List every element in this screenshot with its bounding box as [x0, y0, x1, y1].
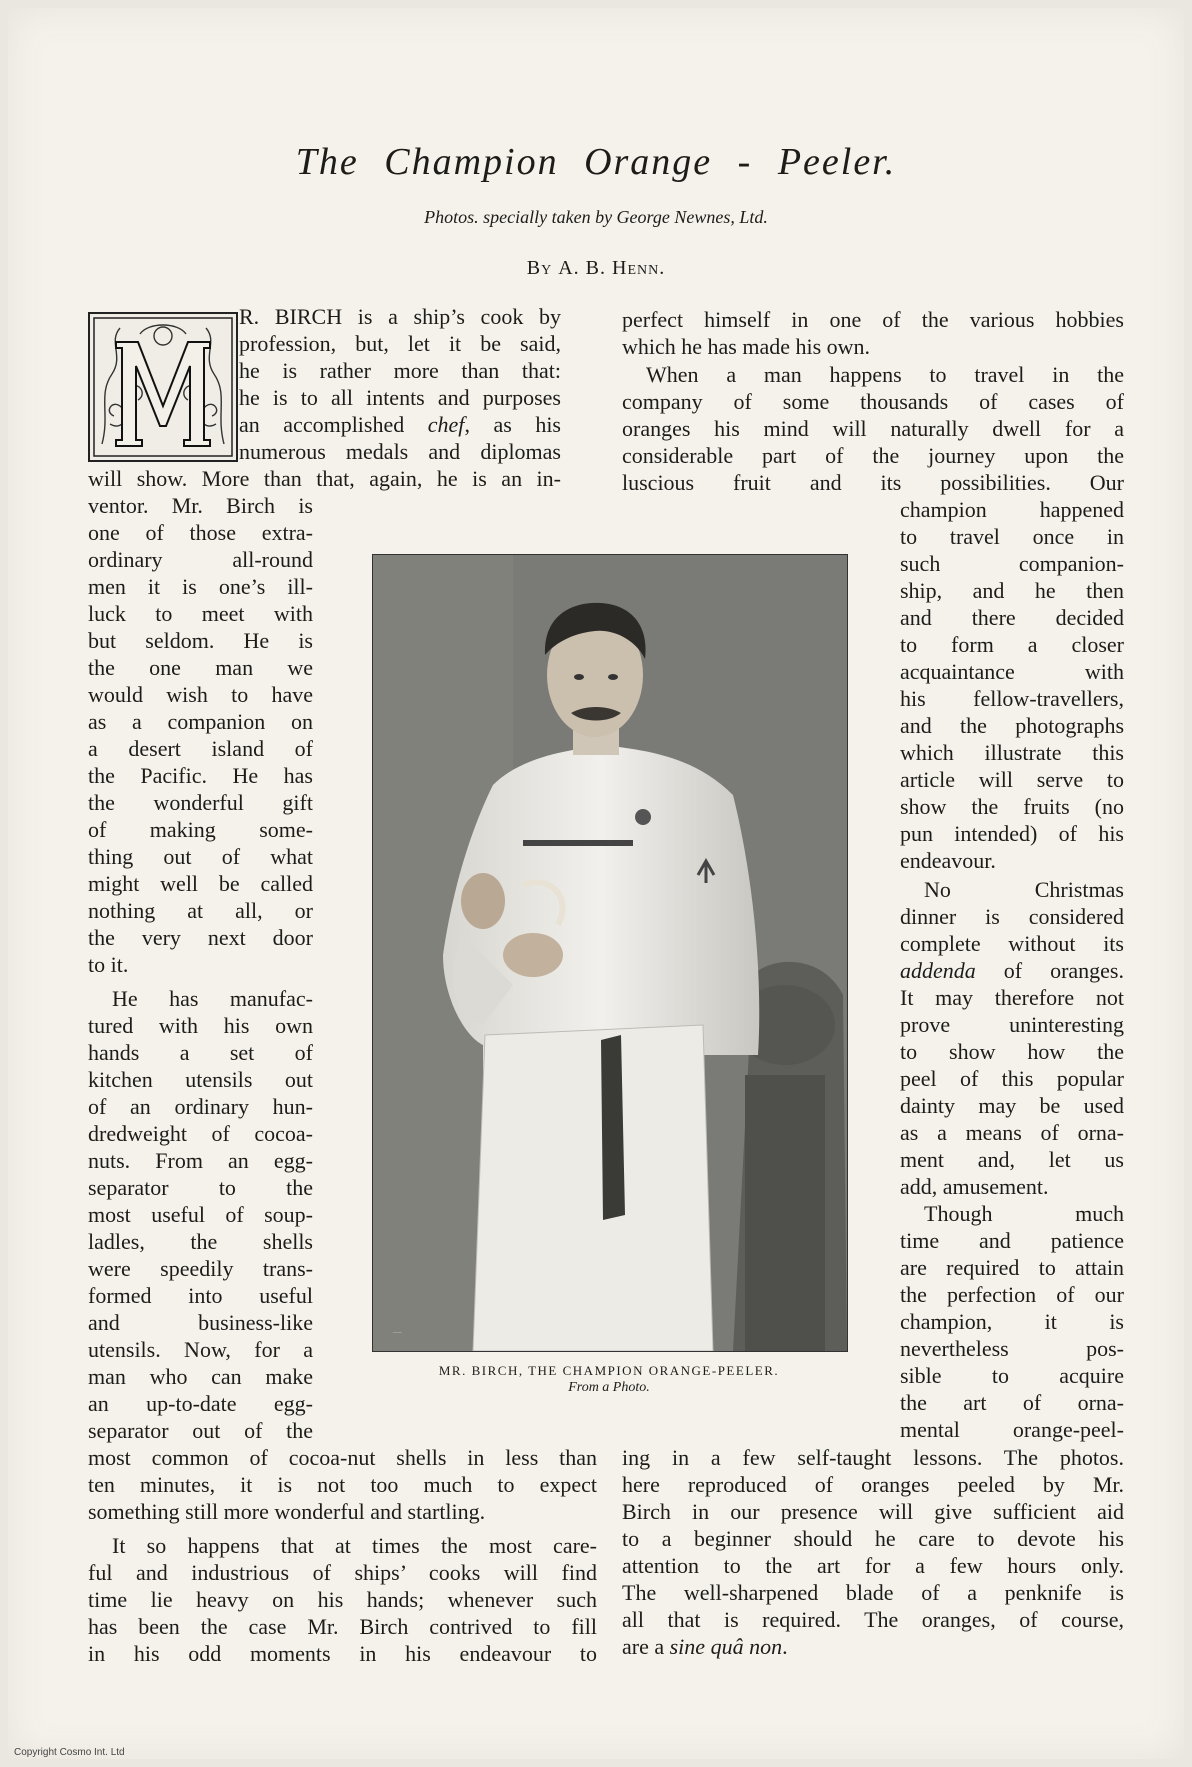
- text-line: Birch in our presence will give sufficient aid: [622, 1499, 1124, 1524]
- text-line: numerous medals and diplomas: [239, 439, 561, 464]
- text-line: complete without its: [900, 931, 1124, 956]
- text-line: the perfection of our: [900, 1282, 1124, 1307]
- text-line: utensils. Now, for a: [88, 1337, 313, 1362]
- text-line: nothing at all, or: [88, 898, 313, 923]
- photo-mr-birch: [372, 554, 848, 1352]
- text-line: to form a closer: [900, 632, 1124, 657]
- text-line: luscious fruit and its possibilities. Our: [622, 470, 1124, 495]
- text-line: time and patience: [900, 1228, 1124, 1253]
- text-line: as a companion on: [88, 709, 313, 734]
- byline: [0, 257, 1192, 280]
- text-line: his fellow-travellers,: [900, 686, 1124, 711]
- text-line: champion, it is: [900, 1309, 1124, 1334]
- text-line: article will serve to: [900, 767, 1124, 792]
- text-line: separator out of the: [88, 1418, 313, 1443]
- text-line: the wonderful gift: [88, 790, 313, 815]
- byline-author: A. B. Henn.: [558, 257, 666, 279]
- text-line: peel of this popular: [900, 1066, 1124, 1091]
- text-line: pun intended) of his: [900, 821, 1124, 846]
- text-line: time lie heavy on his hands; whenever such: [88, 1587, 597, 1612]
- copyright-notice: Copyright Cosmo Int. Ltd: [14, 1747, 125, 1758]
- text-line: one of those extra-: [88, 520, 313, 545]
- text-line: tured with his own: [88, 1013, 313, 1038]
- photo-credit-line: Photos. specially taken by George Newnes, Ltd.: [424, 207, 768, 227]
- text-line: but seldom. He is: [88, 628, 313, 653]
- text-line: He has manufac-: [112, 986, 313, 1011]
- text-line: kitchen utensils out: [88, 1067, 313, 1092]
- text-line: acquaintance with: [900, 659, 1124, 684]
- text-line: perfect himself in one of the various hobbies: [622, 307, 1124, 332]
- text-line: were speedily trans-: [88, 1256, 313, 1281]
- text-line: ship, and he then: [900, 578, 1124, 603]
- text-line: ventor. Mr. Birch is: [88, 493, 313, 518]
- text-line: most useful of soup-: [88, 1202, 313, 1227]
- text-line: ladles, the shells: [88, 1229, 313, 1254]
- text-line: prove uninteresting: [900, 1012, 1124, 1037]
- text-line: champion happened: [900, 497, 1124, 522]
- text-line: might well be called: [88, 871, 313, 896]
- text-line: all that is required. The oranges, of course,: [622, 1607, 1124, 1632]
- text-line: The well-sharpened blade of a penknife is: [622, 1580, 1124, 1605]
- text-line: and the photographs: [900, 713, 1124, 738]
- text-line: an up-to-date egg-: [88, 1391, 313, 1416]
- text-line-with-italic: are a sine quâ non.: [622, 1634, 788, 1659]
- text-line: a desert island of: [88, 736, 313, 761]
- text-line: attention to the art for a few hours only.: [622, 1553, 1124, 1578]
- photo-source: From a Photo.: [568, 1380, 650, 1395]
- text-line: and there decided: [900, 605, 1124, 630]
- text-line: It so happens that at times the most care-: [112, 1533, 597, 1558]
- text-line: here reproduced of oranges peeled by Mr.: [622, 1472, 1124, 1497]
- text-line: add, amusement.: [900, 1174, 1049, 1199]
- text-line: and business-like: [88, 1310, 313, 1335]
- text-line: man who can make: [88, 1364, 313, 1389]
- text-line: considerable part of the journey upon the: [622, 443, 1124, 468]
- text-line: the art of orna-: [900, 1390, 1124, 1415]
- text-line: sible to acquire: [900, 1363, 1124, 1388]
- text-line: of making some-: [88, 817, 313, 842]
- text-line: It may therefore not: [900, 985, 1124, 1010]
- photo-caption: MR. BIRCH, THE CHAMPION ORANGE-PEELER.: [438, 1363, 780, 1378]
- text-line: in his odd moments in his endeavour to: [88, 1641, 597, 1666]
- text-line: he is to all intents and purposes: [239, 385, 561, 410]
- text-line: separator to the: [88, 1175, 313, 1200]
- text-line: dainty may be used: [900, 1093, 1124, 1118]
- text-line: ing in a few self-taught lessons. The photos.: [622, 1445, 1124, 1470]
- text-line: are required to attain: [900, 1255, 1124, 1280]
- text-line: which illustrate this: [900, 740, 1124, 765]
- text-line-with-italic: addenda of oranges.: [900, 958, 1124, 983]
- text-line: ful and industrious of ships’ cooks will find: [88, 1560, 597, 1585]
- text-line: to a beginner should he care to devote his: [622, 1526, 1124, 1551]
- text-line: the Pacific. He has: [88, 763, 313, 788]
- text-line: ment and, let us: [900, 1147, 1124, 1172]
- text-line: luck to meet with: [88, 601, 313, 626]
- text-line: When a man happens to travel in the: [646, 362, 1124, 387]
- text-line: something still more wonderful and startling.: [88, 1499, 486, 1524]
- text-line: nuts. From an egg-: [88, 1148, 313, 1173]
- byline-prefix: By: [526, 257, 553, 279]
- text-line: mental orange-peel-: [900, 1417, 1124, 1442]
- text-line: would wish to have: [88, 682, 313, 707]
- text-line: R. BIRCH is a ship’s cook by: [239, 304, 561, 329]
- text-line: which he has made his own.: [622, 334, 871, 359]
- text-line: thing out of what: [88, 844, 313, 869]
- text-line: of an ordinary hun-: [88, 1094, 313, 1119]
- text-line: nevertheless pos-: [900, 1336, 1124, 1361]
- text-line: formed into useful: [88, 1283, 313, 1308]
- text-line: endeavour.: [900, 848, 996, 873]
- text-line: No Christmas: [924, 877, 1124, 902]
- text-line: such companion-: [900, 551, 1124, 576]
- text-line: dredweight of cocoa-: [88, 1121, 313, 1146]
- text-line: profession, but, let it be said,: [239, 331, 561, 356]
- text-line: he is rather more than that:: [239, 358, 561, 383]
- text-line: has been the case Mr. Birch contrived to fill: [88, 1614, 597, 1639]
- text-line: to it.: [88, 952, 129, 977]
- article-title: The Champion Orange - Peeler.: [295, 141, 897, 183]
- text-line: as a means of orna-: [900, 1120, 1124, 1145]
- text-line: to travel once in: [900, 524, 1124, 549]
- engraver-mark: —: [393, 1327, 402, 1337]
- text-line: hands a set of: [88, 1040, 313, 1065]
- text-line-with-italic: an accomplished chef, as his: [239, 412, 561, 437]
- text-line: company of some thousands of cases of: [622, 389, 1124, 414]
- text-line: men it is one’s ill-: [88, 574, 313, 599]
- drop-cap-m-ornament: [88, 312, 238, 462]
- text-line: Though much: [924, 1201, 1124, 1226]
- text-line: ten minutes, it is not too much to expect: [88, 1472, 597, 1497]
- text-line: most common of cocoa-nut shells in less than: [88, 1445, 597, 1470]
- text-line: show the fruits (no: [900, 794, 1124, 819]
- text-line: ordinary all-round: [88, 547, 313, 572]
- text-line: will show. More than that, again, he is an in-: [88, 466, 561, 491]
- text-line: to show how the: [900, 1039, 1124, 1064]
- text-line: oranges his mind will naturally dwell for a: [622, 416, 1124, 441]
- text-line: the very next door: [88, 925, 313, 950]
- text-line: dinner is considered: [900, 904, 1124, 929]
- text-line: the one man we: [88, 655, 313, 680]
